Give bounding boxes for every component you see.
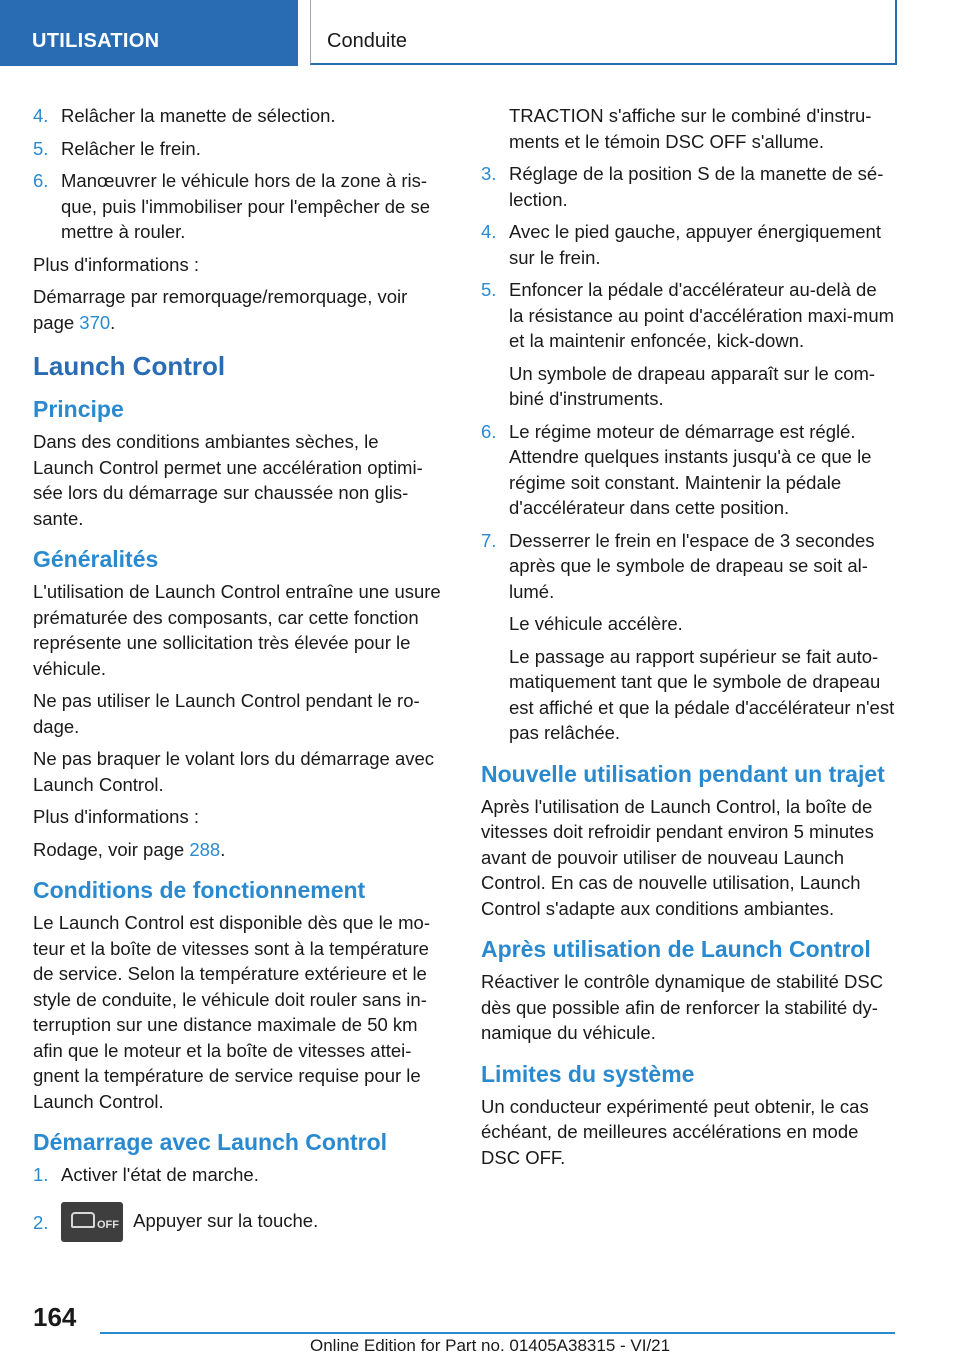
paragraph: Après l'utilisation de Launch Control, la boîte de vitesses doit refroidir pendant environ 5 minutes avant de pouvoir utiliser de nouveau Launch Control. En cas de nouvelle utilisation, Launch Control s'adapte aux conditions ambiantes.	[481, 795, 874, 919]
left-column	[33, 103, 443, 1249]
paragraph: Réactiver le contrôle dynamique de stabilité DSC dès que possible afin de renforcer la stabilité dy-namique du véhicule.	[481, 971, 884, 1043]
paragraph: Ne pas utiliser le Launch Control pendant le ro-dage.	[33, 690, 420, 737]
list-item: 1. Activer l'état de marche.	[33, 1164, 259, 1185]
paragraph: Un symbole de drapeau apparaît sur le com-biné d'instruments.	[509, 362, 876, 409]
list-item: 3. Réglage de la position S de la manette de sé-lection.	[481, 163, 884, 210]
cross-reference: Démarrage par remorquage/remorquage, voir page 370.	[33, 286, 408, 333]
section-heading-generalites: Généralités	[33, 546, 159, 572]
page-title: Launch Control	[33, 351, 226, 381]
section-heading-principe: Principe	[33, 396, 124, 422]
section-heading-conditions: Conditions de fonctionnement	[33, 877, 366, 903]
list-item: 6. Manœuvrer le véhicule hors de la zone à ris-que, puis l'immobiliser pour l'empêcher de se mettre à rouler.	[33, 170, 431, 242]
header-section-tab	[0, 0, 298, 66]
more-info-label: Plus d'informations :	[33, 253, 199, 275]
paragraph: L'utilisation de Launch Control entraîne une usure prématurée des composants, car cette fonction représente une sollicitation très élevée pour le véhicule.	[33, 581, 441, 679]
footer-divider	[100, 1332, 895, 1334]
header-chapter-tab	[310, 0, 897, 65]
list-item: 7. Desserrer le frein en l'espace de 3 secondes après que le symbole de drapeau se soit al-lumé.	[481, 529, 875, 602]
page-link-370[interactable]: 370	[79, 311, 111, 333]
paragraph: Le Launch Control est disponible dès que le mo-teur et la boîte de vitesses sont à la température de service. Selon la température extérieure et le style de conduite, le véhicule doit rouler sans in-terruption sur une distance maximale de 50 km afin que le moteur et la boîte de vitesses attei-gnent la température de service requise pour le Launch Control.	[33, 912, 430, 1112]
section-heading-apres-utilisation: Après utilisation de Launch Control	[481, 936, 871, 962]
paragraph: Un conducteur expérimenté peut obtenir, le cas échéant, de meilleures accélérations en mode DSC OFF.	[481, 1095, 869, 1168]
header-chapter-label: Conduite	[327, 30, 408, 52]
paragraph: Le passage au rapport supérieur se fait auto-matiquement tant que le symbole de drapeau est affiché et que la pédale d'accélérateur n'est pas relâchée.	[509, 645, 895, 743]
paragraph: Dans des conditions ambiantes sèches, le Launch Control permet une accélération optimi-sée lors du démarrage sur chaussée non glis-sante.	[33, 431, 423, 529]
paragraph: TRACTION s'affiche sur le combiné d'instru-ments et le témoin DSC OFF s'allume.	[509, 105, 872, 152]
list-item: 4. Relâcher la manette de sélection.	[33, 105, 336, 126]
paragraph: Ne pas braquer le volant lors du démarrage avec Launch Control.	[33, 748, 435, 795]
list-item: 4. Avec le pied gauche, appuyer énergiquement sur le frein.	[481, 221, 881, 268]
page-link-288[interactable]: 288	[189, 838, 221, 860]
section-heading-nouvelle-utilisation: Nouvelle utilisation pendant un trajet	[481, 760, 885, 787]
more-info-label: Plus d'informations :	[33, 806, 199, 827]
cross-reference: Rodage, voir page 288.	[33, 838, 226, 860]
right-column	[481, 103, 895, 1177]
list-item: 2. OFF Appuyer sur la touche.	[33, 1202, 443, 1242]
section-heading-limites: Limites du système	[481, 1060, 695, 1087]
list-item: 6. Le régime moteur de démarrage est réglé. Attendre quelques instants jusqu'à ce que le régime soit constant. Maintenir la pédale d'accélérateur dans cette position.	[481, 420, 872, 518]
header-section-label: UTILISATION	[32, 30, 160, 52]
page-number: 164	[33, 1302, 77, 1332]
section-heading-demarrage: Démarrage avec Launch Control	[33, 1129, 388, 1155]
footer-edition: Online Edition for Part no. 01405A38315 - VI/21	[310, 1336, 671, 1355]
list-item: 5. Relâcher le frein.	[33, 137, 201, 159]
list-item: 5. Enfoncer la pédale d'accélérateur au-delà de la résistance au point d'accélération maxi-mum et la maintenir enfoncée, kick-down.	[481, 279, 895, 351]
paragraph: Le véhicule accélère.	[509, 613, 683, 634]
dsc-off-icon: OFF	[61, 1202, 123, 1242]
